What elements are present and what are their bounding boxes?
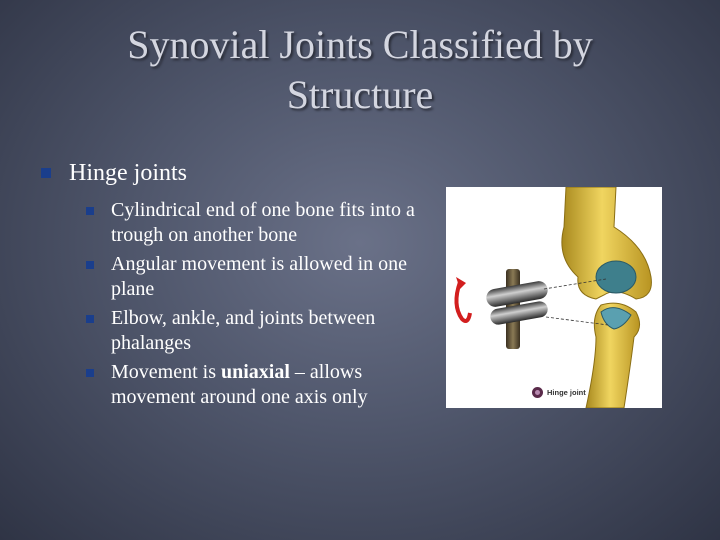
rotation-arrow <box>456 282 470 321</box>
figure-legend-label: Hinge joint <box>547 388 586 397</box>
humerus-cartilage <box>596 261 636 293</box>
sub-bullet-prefix: Movement is <box>111 361 221 383</box>
sub-bullet-item <box>86 306 438 356</box>
sub-bullet-text: Elbow, ankle, and joints between phalanges <box>111 307 376 354</box>
sub-bullet-text <box>111 360 438 410</box>
slide-title-line-2: Structure <box>286 72 434 117</box>
hinge-joint-illustration <box>446 187 662 408</box>
figure-legend <box>532 387 586 398</box>
hinge-cylinder <box>485 280 549 326</box>
bullet-list <box>38 156 438 414</box>
bullet-hinge-joints <box>38 156 438 190</box>
sub-bullet-square-icon <box>86 261 94 269</box>
sub-bullet-item <box>86 198 438 248</box>
sub-bullet-text: Angular movement is allowed in one plane <box>111 253 408 300</box>
sub-bullet-square-icon <box>86 207 94 215</box>
sub-bullet-item <box>86 360 438 410</box>
slide-title-line-1: Synovial Joints Classified by <box>127 22 593 67</box>
bullet-square-icon <box>41 168 51 178</box>
sub-bullet-square-icon <box>86 369 94 377</box>
hinge-joint-drawing <box>446 187 662 408</box>
sub-bullet-bold-term: uniaxial <box>221 361 290 383</box>
hinge-joint-dot-icon <box>532 387 543 398</box>
sub-bullet-suffix: – allows movement around one axis only <box>111 361 368 408</box>
sub-bullet-text: Cylindrical end of one bone fits into a trough on another bone <box>111 199 415 246</box>
bullet-label: Hinge joints <box>69 160 187 186</box>
slide-title <box>40 20 680 120</box>
sub-bullet-item <box>86 252 438 302</box>
sub-bullet-list <box>38 198 438 410</box>
sub-bullet-square-icon <box>86 315 94 323</box>
